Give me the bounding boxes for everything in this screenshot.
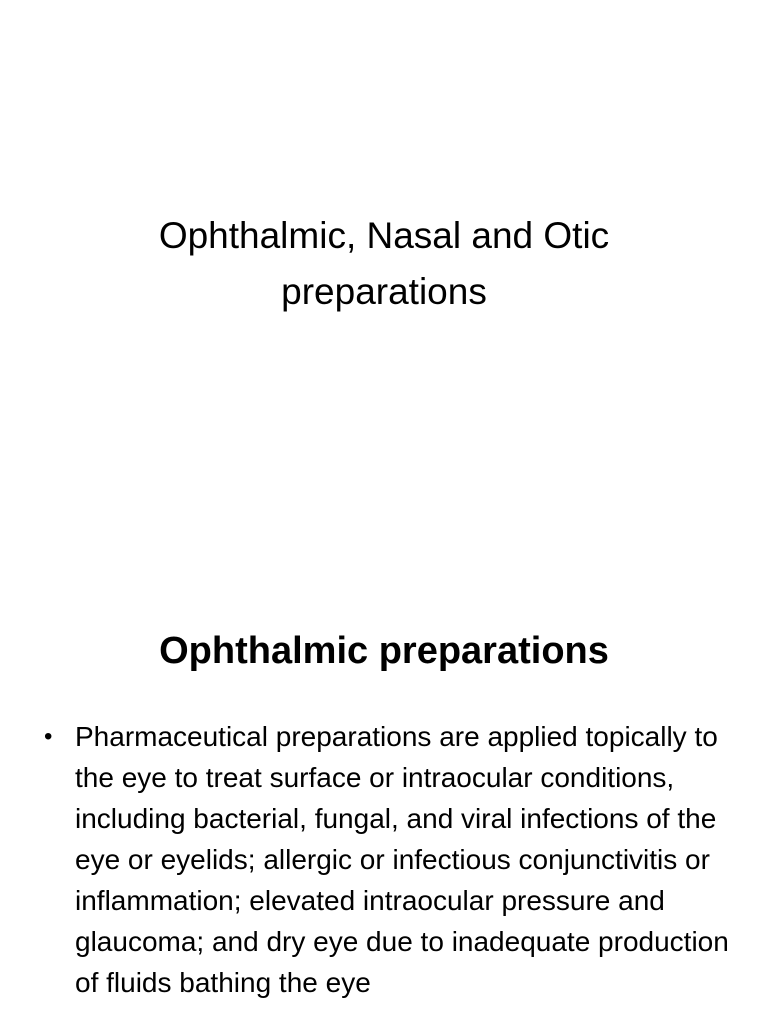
slide-title: [0, 208, 768, 320]
slide-title-line: Ophthalmic, Nasal and Otic: [158, 215, 610, 256]
bullet-list: [40, 716, 730, 1003]
slide-heading: Ophthalmic preparations: [159, 630, 609, 672]
bullet-item: [40, 716, 730, 1003]
slide-title-line: preparations: [281, 271, 487, 312]
bullet-marker: •: [44, 723, 53, 750]
content-slide: [0, 576, 768, 1024]
bullet-text: Pharmaceutical preparations are applied topically to the eye to treat surface or intraocular conditions, including bacterial, fungal, and viral infections of the eye or eyelids; allergic or infectious conjunctivitis or inflammation; elevated intraocular pressure and glaucoma; and dry eye due to inadequate production of fluids bathing the eye: [75, 721, 729, 998]
